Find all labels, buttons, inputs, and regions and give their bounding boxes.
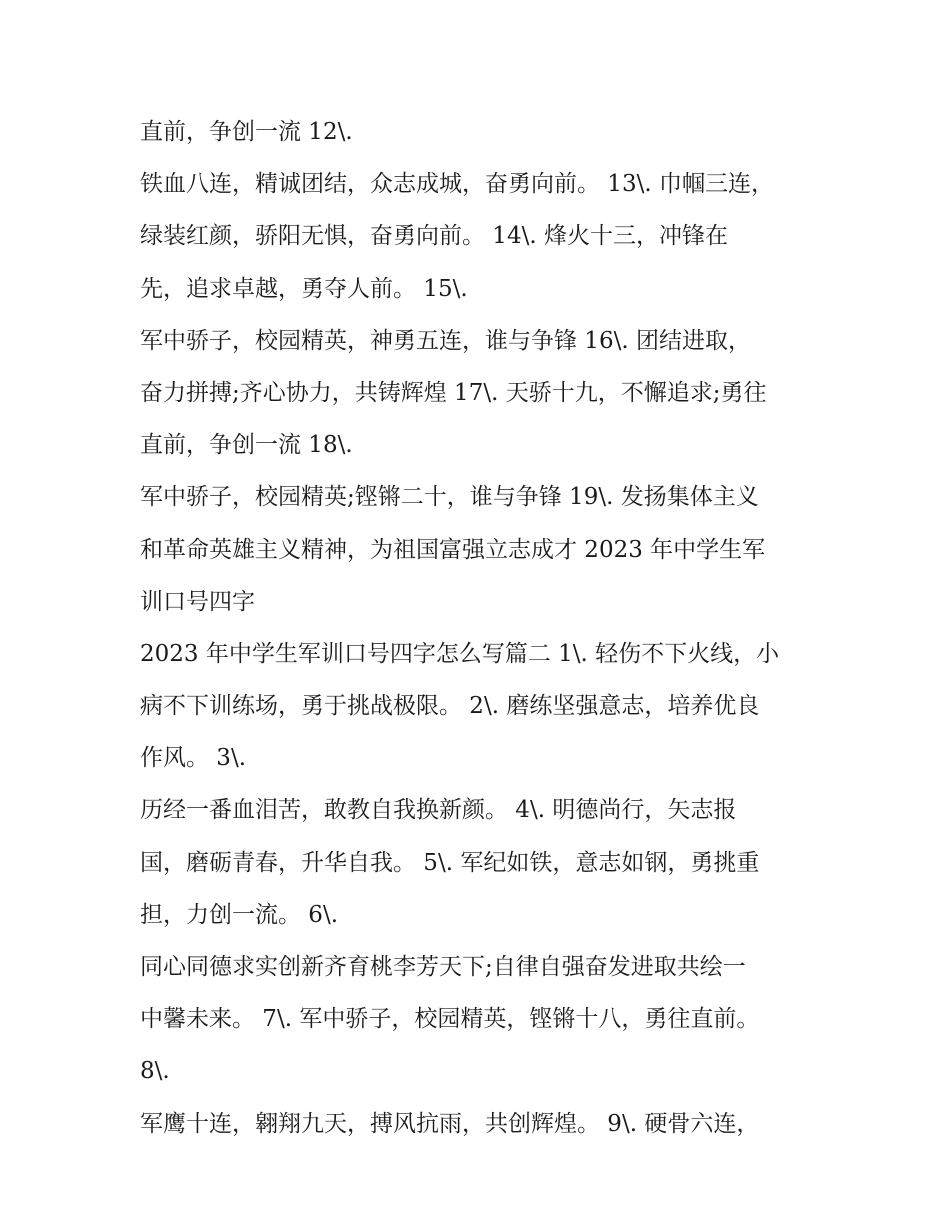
text-line: 同心同德求实创新齐育桃李芳天下;自律自强奋发进取共绘一: [140, 954, 746, 980]
text-line: 作风。 3\.: [140, 745, 247, 772]
text-line: 军中骄子，校园精英，神勇五连，谁与争锋 16\. 团结进取，: [140, 327, 751, 354]
text-line: 直前，争创一流 12\.: [140, 119, 353, 145]
text-line: 中馨未来。 7\. 军中骄子，校园精英，铿锵十八，勇往直前。: [140, 1006, 760, 1033]
text-line: 军中骄子，校园精英;铿锵二十，谁与争锋 19\. 发扬集体主义: [140, 484, 759, 511]
text-line: 历经一番血泪苦，敢教自我换新颜。 4\. 明德尚行，矢志报: [140, 797, 737, 824]
text-line: 2023 年中学生军训口号四字怎么写篇二 1\. 轻伤不下火线，小: [140, 640, 780, 667]
text-line: 担，力创一流。 6\.: [140, 901, 339, 928]
text-line: 国，磨砺青春，升华自我。 5\. 军纪如铁，意志如钢，勇挑重: [140, 849, 760, 876]
text-line: 绿装红颜，骄阳无惧，奋勇向前。 14\. 烽火十三，冲锋在: [140, 223, 728, 250]
text-line: 军鹰十连，翱翔九天，搏风抗雨，共创辉煌。 9\. 硬骨六连，: [140, 1110, 760, 1137]
text-line: 铁血八连，精诚团结，众志成城，奋勇向前。 13\. 巾帼三连，: [140, 171, 774, 198]
text-line: 训口号四字: [140, 588, 255, 615]
text-line: 病不下训练场，勇于挑战极限。 2\. 磨练坚强意志，培养优良: [140, 693, 760, 720]
text-line: 先，追求卓越，勇夺人前。 15\.: [140, 275, 468, 302]
text-line: 直前，争创一流 18\.: [140, 432, 353, 459]
text-line: 奋力拼搏;齐心协力，共铸辉煌 17\. 天骄十九，不懈追求;勇往: [140, 379, 767, 406]
text-line: 8\.: [140, 1058, 170, 1085]
document-body: [140, 106, 810, 1150]
text-line: 和革命英雄主义精神，为祖国富强立志成才 2023 年中学生军: [140, 536, 766, 563]
